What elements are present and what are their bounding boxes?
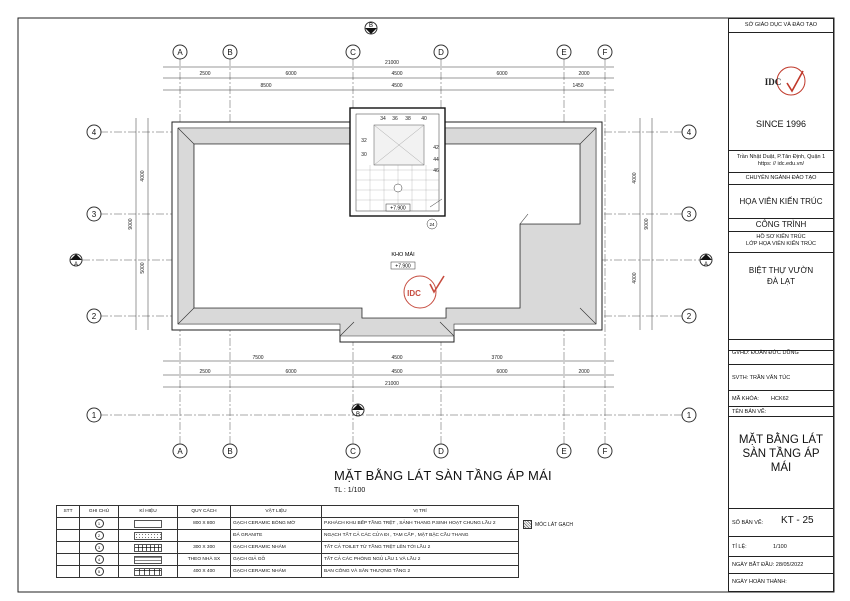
legend-header: KÍ HIỆU xyxy=(119,506,178,518)
tb-dept: SỞ GIÁO DỤC VÀ ĐÀO TẠO xyxy=(729,19,833,33)
tb-project-sub2: LỚP HỌA VIÊN KIẾN TRÚC xyxy=(746,241,816,247)
grid-label: B xyxy=(227,48,233,57)
legend-symbol: 5 xyxy=(95,567,104,576)
tb-address-block xyxy=(729,151,833,173)
grid-label: A xyxy=(177,447,183,456)
legend-material: GẠCH CERAMIC BÓNG MỜ xyxy=(231,518,322,530)
legend-swatch xyxy=(134,544,162,552)
legend-material: ĐÁ GRANITE xyxy=(231,530,322,542)
dim-text: 4500 xyxy=(391,83,403,89)
tb-web: https: // idc.edu.vn/ xyxy=(757,161,805,167)
grid-label: 4 xyxy=(686,128,692,137)
stair-number: 42 xyxy=(433,145,439,151)
watermark-text: IDC xyxy=(407,289,421,298)
tb-project-name2: ĐÀ LẠT xyxy=(766,277,795,286)
tb-sheet-title1: MẶT BẰNG LÁT xyxy=(738,434,824,446)
dim-text: 6000 xyxy=(285,369,297,375)
section-label: B xyxy=(368,23,374,29)
grid-label: B xyxy=(227,447,233,456)
legend-note xyxy=(523,520,573,529)
dim-text: 8500 xyxy=(260,83,272,89)
grid-label: A xyxy=(177,48,183,57)
legend-header-row xyxy=(57,506,519,518)
legend-location: NGẠCH TẤT CẢ CÁC CỬA ĐI , TAM CẤP , MẶT BẬC CẦU THANG xyxy=(322,530,519,542)
tb-start-date: NGÀY BẮT ĐẦU: 28/05/2022 xyxy=(732,562,804,568)
drawing-scale: TL : 1/100 xyxy=(334,487,366,494)
stair-number: 32 xyxy=(361,138,367,144)
dim-text: 2000 xyxy=(578,369,590,375)
legend-note-text: MÓC LÁT GẠCH xyxy=(535,521,573,528)
dim-text: 6000 xyxy=(496,71,508,77)
legend-swatch xyxy=(134,532,162,540)
legend-symbol: 4 xyxy=(95,555,104,564)
legend-header: QUY CÁCH xyxy=(178,506,231,518)
legend-material: GẠCH CERAMIC NHÁM xyxy=(231,542,322,554)
idc-logo-icon xyxy=(729,55,833,115)
grid-bubbles-bottom xyxy=(173,444,612,458)
tb-end-date: NGÀY HOÀN THÀNH: xyxy=(732,579,787,585)
legend-material: GẠCH CERAMIC NHÁM xyxy=(231,566,322,578)
tb-sheet-title xyxy=(729,417,833,509)
grid-label: 2 xyxy=(686,312,692,321)
legend-location: TẤT CẢ TOILET TỪ TẦNG TRỆT LÊN TỚI LẦU 2 xyxy=(322,542,519,554)
tb-logo-area xyxy=(729,33,833,151)
grid-bubbles-right xyxy=(682,125,696,422)
legend-header: VẬT LIỆU xyxy=(231,506,322,518)
legend-spec: 300 X 300 xyxy=(178,542,231,554)
dim-text: 21000 xyxy=(385,60,399,66)
tb-scale-value: 1/100 xyxy=(773,544,787,550)
section-label: A xyxy=(703,262,709,268)
dim-text: 4000 xyxy=(632,272,638,284)
dim-text: 4000 xyxy=(140,170,146,182)
dim-text: 21000 xyxy=(385,381,399,387)
legend-swatch xyxy=(134,520,162,528)
stair-number: 40 xyxy=(421,116,427,122)
dim-text: 2500 xyxy=(199,71,211,77)
dim-text: 1450 xyxy=(572,83,584,89)
tb-khoa-value: HCK62 xyxy=(771,396,789,402)
roof-level: +7.900 xyxy=(395,263,411,270)
legend-row xyxy=(57,530,519,542)
stair-core xyxy=(350,108,445,229)
legend-spec xyxy=(178,530,231,542)
tb-address: Trần Nhật Duật, P.Tân Định, Quận 1 xyxy=(736,154,826,160)
section-label: A xyxy=(73,262,79,268)
section-marker-left xyxy=(70,254,82,268)
dim-text: 6000 xyxy=(285,71,297,77)
legend-symbol: 3 xyxy=(95,543,104,552)
stair-number: 34 xyxy=(380,116,386,122)
legend-symbol: 1 xyxy=(95,519,104,528)
tb-since: SINCE 1996 xyxy=(755,119,807,129)
grid-bubbles-left xyxy=(87,125,101,422)
legend-row xyxy=(57,518,519,530)
grid-label: 2 xyxy=(91,312,97,321)
tb-sheet-title3: MÁI xyxy=(770,462,792,474)
tb-khoa-label: MÃ KHÓA: xyxy=(732,396,759,402)
legend-table xyxy=(56,505,519,591)
grid-label: C xyxy=(350,48,356,57)
legend-row xyxy=(57,554,519,566)
tb-gvhd: GVHD: ĐOÀN ĐỨC DŨNG xyxy=(732,350,799,356)
grid-label: F xyxy=(602,447,608,456)
dim-text: 6000 xyxy=(496,369,508,375)
legend-symbol: 2 xyxy=(95,531,104,540)
grid-label: 1 xyxy=(686,411,692,420)
grid-label: C xyxy=(350,447,356,456)
section-marker-bottom xyxy=(352,404,364,418)
tb-sheet-title2: SÀN TẦNG ÁP xyxy=(742,448,820,460)
tb-program: CHUYÊN NGÀNH ĐÀO TẠO xyxy=(729,173,833,185)
legend-header: STT xyxy=(57,506,80,518)
tb-sheet-label: TÊN BẢN VẼ: xyxy=(732,409,767,415)
title-block xyxy=(728,18,834,592)
legend-header: VỊ TRÍ xyxy=(322,506,519,518)
tb-course: HỌA VIÊN KIẾN TRÚC xyxy=(729,185,833,219)
grid-label: 3 xyxy=(91,210,97,219)
tb-project-name1: BIỆT THỰ VƯỜN xyxy=(748,266,814,275)
dim-text: 2000 xyxy=(578,71,590,77)
legend-row xyxy=(57,566,519,578)
grid-label: D xyxy=(438,48,444,57)
legend-spec: 400 X 400 xyxy=(178,566,231,578)
stair-number: 36 xyxy=(392,116,398,122)
stair-number: 44 xyxy=(433,157,439,163)
section-marker-top xyxy=(365,22,377,34)
tb-sheetno: KT - 25 xyxy=(781,515,814,526)
dim-text: 9000 xyxy=(644,218,650,230)
legend-swatch xyxy=(134,556,162,564)
legend-row xyxy=(57,542,519,554)
grid-bubbles-top xyxy=(173,45,612,59)
tb-project-name xyxy=(729,253,833,351)
grid-label: 3 xyxy=(686,210,692,219)
legend-spec: THEO NHÀ SX xyxy=(178,554,231,566)
grid-label: E xyxy=(561,447,567,456)
tb-scale-label: TỈ LỆ: xyxy=(732,544,747,550)
grid-label: 1 xyxy=(91,411,97,420)
legend-material: GẠCH GIẢ GỖ xyxy=(231,554,322,566)
grid-label: F xyxy=(602,48,608,57)
legend-header: GHI CHÚ xyxy=(80,506,119,518)
dim-text: 9000 xyxy=(128,218,134,230)
dim-text: 4000 xyxy=(632,172,638,184)
stair-number: 46 xyxy=(433,168,439,174)
legend-location: TẤT CẢ CÁC PHÒNG NGỦ LẦU 1 VÀ LẦU 2 xyxy=(322,554,519,566)
stair-level: +7.900 xyxy=(390,205,406,212)
tb-sheetno-label: SỐ BẢN VẼ: xyxy=(732,520,764,526)
dim-text: 7500 xyxy=(252,355,264,361)
grid-label: 4 xyxy=(91,128,97,137)
dim-text: 4500 xyxy=(391,71,403,77)
section-label: B xyxy=(355,412,361,418)
tb-svth: SVTH: TRẦN VĂN TÚC xyxy=(732,375,791,381)
dim-text: 3700 xyxy=(491,355,503,361)
legend-spec: 800 X 800 xyxy=(178,518,231,530)
tb-project-sub1: HỒ SƠ KIẾN TRÚC xyxy=(756,234,806,240)
hatch-icon xyxy=(523,520,532,529)
grid-label: E xyxy=(561,48,567,57)
dim-text: 4500 xyxy=(391,369,403,375)
section-marker-right xyxy=(700,254,712,268)
legend-swatch xyxy=(134,568,162,576)
dim-text: 4500 xyxy=(391,355,403,361)
stair-tag: 24 xyxy=(429,222,435,227)
tb-project-subs xyxy=(729,231,833,253)
legend-location: BAN CÔNG VÀ SÂN THƯỢNG TẦNG 2 xyxy=(322,566,519,578)
stair-number: 38 xyxy=(405,116,411,122)
tb-logo-text: IDC xyxy=(764,77,782,87)
drawing-title: MẶT BẰNG LÁT SÀN TẦNG ÁP MÁI xyxy=(334,468,552,483)
legend-location: P.KHÁCH KHU BẾP TẦNG TRỆT , SẢNH THANG P.SINH HOẠT CHUNG LẦU 2 xyxy=(322,518,519,530)
stair-number: 30 xyxy=(361,152,367,158)
roof-label: KHO MÁI xyxy=(391,252,415,258)
tb-project-label: CÔNG TRÌNH xyxy=(755,220,807,229)
dim-text: 2500 xyxy=(199,369,211,375)
dim-text: 5000 xyxy=(140,262,146,274)
grid-label: D xyxy=(438,447,444,456)
